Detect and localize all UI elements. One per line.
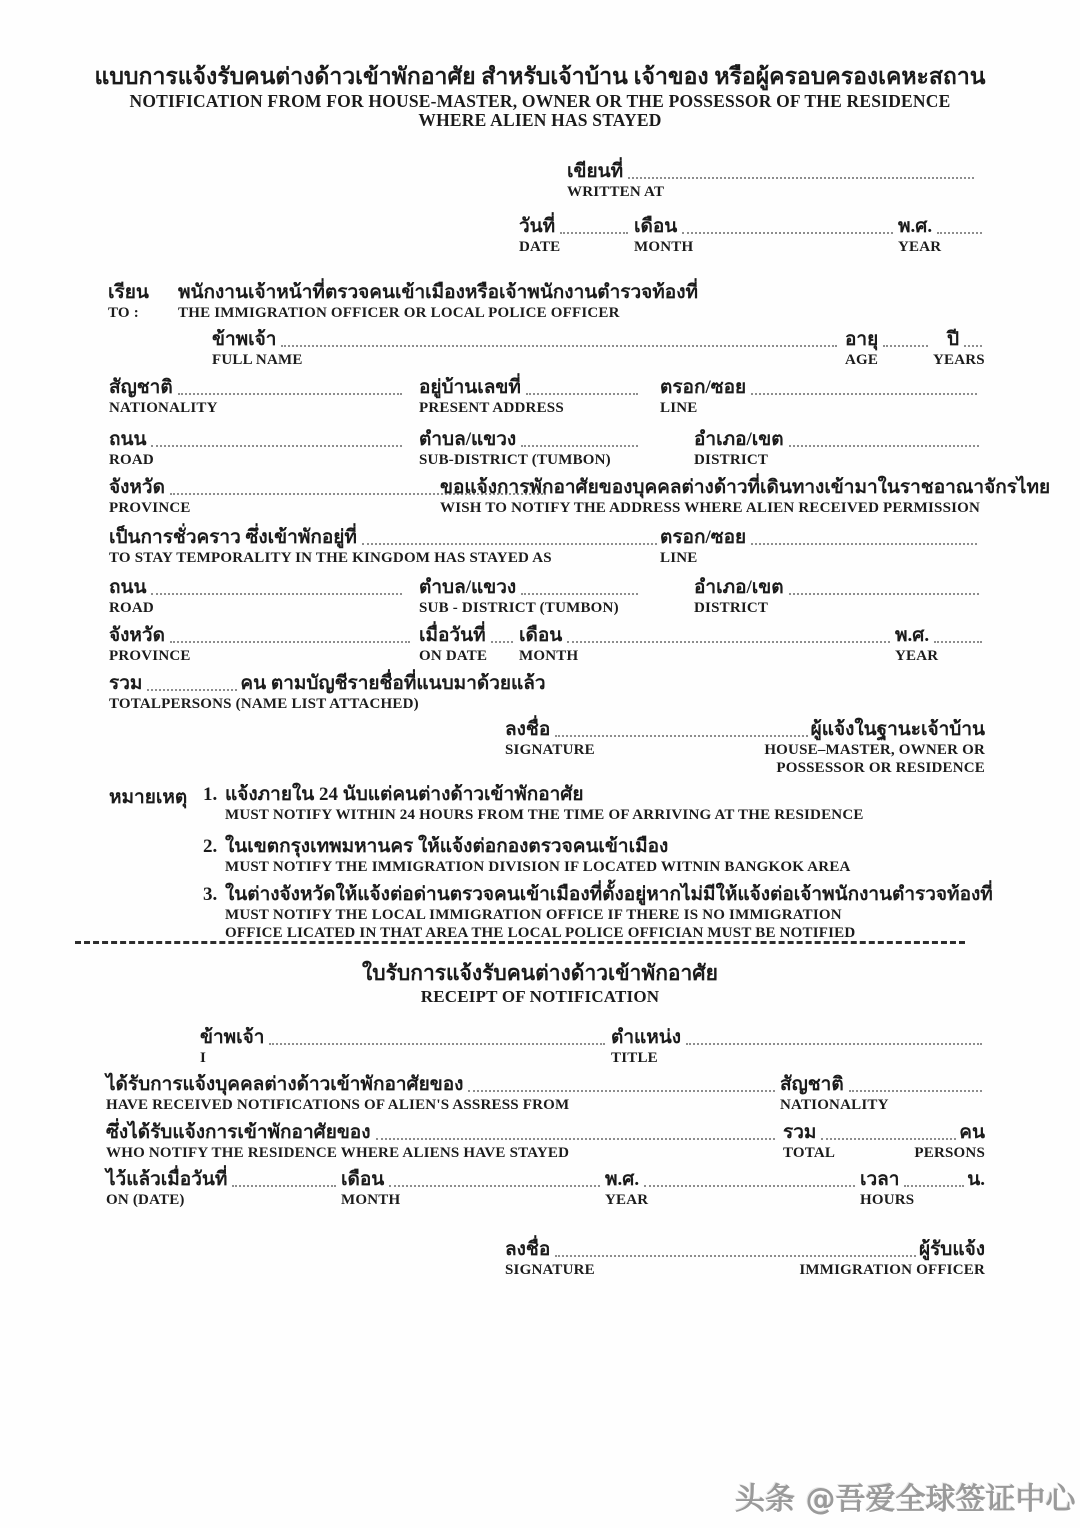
fill-line: [567, 641, 890, 643]
field-receipt-nationality: [780, 1073, 985, 1114]
written-at-label-th: เขียนที่: [567, 161, 624, 182]
who-notify-label-th: ซึ่งได้รับแจ้งการเข้าพักอาศัยของ: [106, 1122, 371, 1143]
fill-line: [904, 1185, 964, 1187]
signer-role-en-line2: POSSESSOR OR RESIDENCE: [776, 760, 985, 776]
total-label-en: TOTALPERSONS (NAME LIST ATTACHED): [109, 696, 419, 712]
fill-line: [521, 445, 638, 447]
field-receipt-received-from: [106, 1073, 778, 1114]
note-text-th: แจ้งภายใน 24 นับแต่คนต่างด้าวเข้าพักอาศัย: [225, 784, 584, 805]
field-province-2: [109, 624, 413, 665]
position-label-th: ตำแหน่ง: [611, 1027, 682, 1048]
province-label-th: จังหวัด: [109, 625, 165, 646]
wish-statement: [440, 476, 1051, 517]
signature-label-th: ลงชื่อ: [505, 719, 551, 740]
lane-label-th: ตรอก/ซอย: [660, 527, 747, 548]
fill-line: [686, 1043, 982, 1045]
fill-line: [937, 232, 982, 234]
total-label-th: รวม: [783, 1122, 817, 1143]
province-label-en: PROVINCE: [109, 648, 191, 664]
fill-line: [232, 1185, 336, 1187]
road-label-th: ถนน: [109, 429, 147, 450]
fill-line: [560, 232, 628, 234]
district-label-th: อำเภอ/เขต: [694, 577, 784, 598]
signer-role-en-line1: HOUSE–MASTER, OWNER OR: [764, 742, 985, 758]
field-year-2: [895, 624, 985, 665]
hours-label-th: เวลา: [860, 1169, 900, 1190]
nationality-label-en: NATIONALITY: [109, 400, 218, 416]
field-receipt-i: [200, 1026, 608, 1067]
fill-line: [376, 1138, 776, 1140]
field-temporary-stay: [109, 526, 660, 567]
written-at-label-en: WRITTEN AT: [567, 184, 665, 200]
note-text-en: MUST NOTIFY WITHIN 24 HOURS FROM THE TIME OF ARRIVING AT THE RESIDENCE: [225, 807, 864, 823]
year-label-th: พ.ศ.: [895, 625, 930, 646]
field-signature-notifier: [505, 718, 985, 777]
note-number: 2.: [203, 836, 218, 857]
fill-line: [964, 345, 982, 347]
i-label-en: I: [200, 1050, 207, 1066]
fill-line: [468, 1090, 775, 1092]
lane-label-th: ตรอก/ซอย: [660, 377, 747, 398]
field-district-1: [694, 428, 982, 469]
received-from-label-th: ได้รับการแจ้งบุคคลต่างด้าวเข้าพักอาศัยของ: [106, 1074, 464, 1095]
field-subdistrict-1: [419, 428, 641, 469]
field-nationality: [109, 376, 405, 417]
persons-label-en: PERSONS: [914, 1145, 985, 1161]
fill-line: [789, 445, 979, 447]
note-text-en-line1: MUST NOTIFY THE LOCAL IMMIGRATION OFFICE IF THERE IS NO IMMIGRATION: [225, 907, 842, 923]
month-label-th: เดือน: [519, 625, 563, 646]
age-label-en: AGE: [845, 352, 879, 368]
field-present-address: [419, 376, 641, 417]
month-label-en: MONTH: [634, 239, 694, 255]
total-label-en: TOTAL: [783, 1145, 836, 1161]
field-receipt-on-date: [106, 1168, 339, 1209]
field-full-name: [212, 328, 840, 369]
to-label-th: เรียน: [108, 282, 149, 303]
year-label-th: พ.ศ.: [898, 216, 933, 237]
to-text-en: THE IMMIGRATION OFFICER OR LOCAL POLICE OFFICER: [178, 305, 620, 321]
field-year: [898, 215, 985, 256]
field-receipt-total-persons: [783, 1121, 985, 1162]
field-road-1: [109, 428, 405, 469]
field-month: [634, 215, 896, 256]
date-label-en: DATE: [519, 239, 561, 255]
field-subdistrict-2: [419, 576, 641, 617]
fill-line: [789, 593, 979, 595]
note-text-en: MUST NOTIFY THE IMMIGRATION DIVISION IF LOCATED WITNIN BANGKOK AREA: [225, 859, 851, 875]
year-label-th: พ.ศ.: [605, 1169, 640, 1190]
district-label-th: อำเภอ/เขต: [694, 429, 784, 450]
subdistrict-label-th: ตำบล/แขวง: [419, 429, 517, 450]
signature-label-en: SIGNATURE: [505, 742, 595, 758]
field-receipt-hours: [860, 1168, 985, 1209]
field-receipt-month: [341, 1168, 603, 1209]
field-receipt-who-notify: [106, 1121, 778, 1162]
note-text-th: ในต่างจังหวัดให้แจ้งต่อด่านตรวจคนเข้าเมืองที่ตั้งอยู่หากไม่มีให้แจ้งต่อเจ้าพนักงานตำรวจท้องที่: [225, 884, 993, 905]
wish-statement-en: WISH TO NOTIFY THE ADDRESS WHERE ALIEN RECEIVED PERMISSION: [440, 500, 981, 516]
note-number: 3.: [203, 884, 218, 905]
note-item-2: [203, 835, 851, 876]
field-written-at: [567, 160, 977, 201]
field-on-date: [419, 624, 516, 665]
field-total-persons: [109, 672, 546, 713]
receipt-title: [0, 960, 1080, 1007]
fill-line: [151, 593, 402, 595]
road-label-en: ROAD: [109, 452, 154, 468]
present-address-label-th: อยู่บ้านเลขที่: [419, 377, 521, 398]
officer-role-th: ผู้รับแจ้ง: [918, 1239, 985, 1260]
full-name-label-en: FULL NAME: [212, 352, 303, 368]
field-lane-2: [660, 526, 980, 567]
receipt-title-english: RECEIPT OF NOTIFICATION: [420, 987, 660, 1006]
field-date: [519, 215, 631, 256]
on-date-label-en: ON (DATE): [106, 1192, 185, 1208]
temporary-stay-label-en: TO STAY TEMPORALITY IN THE KINGDOM HAS STAYED AS: [109, 550, 552, 566]
who-notify-label-en: WHO NOTIFY THE RESIDENCE WHERE ALIENS HAVE STAYED: [106, 1145, 570, 1161]
officer-role-en: IMMIGRATION OFFICER: [799, 1262, 985, 1278]
note-item-1: [203, 783, 864, 824]
wish-statement-th: ขอแจ้งการพักอาศัยของบุคคลต่างด้าวที่เดินทางเข้ามาในราชอาณาจักรไทย: [440, 477, 1051, 498]
field-month-2: [519, 624, 893, 665]
fill-line: [644, 1185, 855, 1187]
field-district-2: [694, 576, 982, 617]
dashed-separator: [75, 941, 965, 944]
watermark-text: 头条 @吾爱全球签证中心: [735, 1482, 1076, 1517]
nationality-label-th: สัญชาติ: [780, 1074, 844, 1095]
fill-line: [682, 232, 893, 234]
lane-label-en: LINE: [660, 550, 698, 566]
signature-line: [555, 1255, 916, 1257]
signer-role-th: ผู้แจ้งในฐานะเจ้าบ้าน: [810, 719, 985, 740]
hours-suffix-th: น.: [967, 1169, 985, 1190]
form-title: [0, 62, 1080, 130]
fill-line: [269, 1043, 605, 1045]
age-label-th: อายุ: [845, 329, 879, 350]
position-label-en: TITLE: [611, 1050, 658, 1066]
district-label-en: DISTRICT: [694, 452, 769, 468]
field-lane-1: [660, 376, 980, 417]
nationality-label-en: NATIONALITY: [780, 1097, 889, 1113]
field-receipt-position: [611, 1026, 985, 1067]
subdistrict-label-en: SUB-DISTRICT (TUMBON): [419, 452, 611, 468]
signature-label-en: SIGNATURE: [505, 1262, 595, 1278]
persons-label-th: คน: [959, 1122, 985, 1143]
hours-label-en: HOURS: [860, 1192, 915, 1208]
field-receipt-year: [605, 1168, 858, 1209]
month-label-en: MONTH: [341, 1192, 401, 1208]
nationality-label-th: สัญชาติ: [109, 377, 173, 398]
fill-line: [170, 641, 410, 643]
field-years: [933, 328, 985, 369]
received-from-label-en: HAVE RECEIVED NOTIFICATIONS OF ALIEN'S ASSRESS FROM: [106, 1097, 570, 1113]
subdistrict-label-en: SUB - DISTRICT (TUMBON): [419, 600, 619, 616]
fill-line: [628, 177, 974, 179]
fill-line: [751, 543, 977, 545]
form-title-english-line1: NOTIFICATION FROM FOR HOUSE-MASTER, OWNER OR THE POSSESSOR OF THE RESIDENCE: [129, 91, 951, 111]
year-label-en: YEAR: [898, 239, 942, 255]
fill-line: [883, 345, 928, 347]
fill-line: [526, 393, 638, 395]
on-date-label-en: ON DATE: [419, 648, 488, 664]
field-age: [845, 328, 931, 369]
total-label-th: รวม: [109, 673, 143, 694]
fill-line: [491, 641, 513, 643]
fill-line: [178, 393, 402, 395]
fill-line: [521, 593, 638, 595]
signature-line: [555, 735, 807, 737]
fill-line: [362, 543, 657, 545]
fill-line: [849, 1090, 982, 1092]
temporary-stay-label-th: เป็นการชั่วคราว ซึ่งเข้าพักอยู่ที่: [109, 527, 357, 548]
note-number: 1.: [203, 784, 218, 805]
on-date-label-th: เมื่อวันที่: [419, 625, 486, 646]
fill-line: [934, 641, 982, 643]
on-date-label-th: ไว้แล้วเมื่อวันที่: [106, 1169, 228, 1190]
subdistrict-label-th: ตำบล/แขวง: [419, 577, 517, 598]
date-label-th: วันที่: [519, 216, 556, 237]
district-label-en: DISTRICT: [694, 600, 769, 616]
fill-line: [751, 393, 977, 395]
receipt-title-thai: ใบรับการแจ้งรับคนต่างด้าวเข้าพักอาศัย: [362, 961, 718, 985]
province-label-th: จังหวัด: [109, 477, 165, 498]
note-text-en-line2: OFFICE LICATED IN THAT AREA THE LOCAL POLICE OFFICIAN MUST BE NOTIFIED: [225, 925, 856, 941]
form-title-english-line2: WHERE ALIEN HAS STAYED: [418, 110, 662, 130]
lane-label-en: LINE: [660, 400, 698, 416]
field-road-2: [109, 576, 405, 617]
years-label-th: ปี: [947, 329, 960, 350]
full-name-label-th: ข้าพเจ้า: [212, 329, 277, 350]
present-address-label-en: PRESENT ADDRESS: [419, 400, 564, 416]
road-label-th: ถนน: [109, 577, 147, 598]
fill-line: [151, 445, 402, 447]
i-label-th: ข้าพเจ้า: [200, 1027, 265, 1048]
note-text-th: ในเขตกรุงเทพมหานคร ให้แจ้งต่อกองตรวจคนเข้าเมือง: [225, 836, 669, 857]
note-item-3: [203, 883, 993, 942]
month-label-th: เดือน: [634, 216, 678, 237]
month-label-th: เดือน: [341, 1169, 385, 1190]
fill-line: [281, 345, 837, 347]
year-label-en: YEAR: [895, 648, 939, 664]
year-label-en: YEAR: [605, 1192, 649, 1208]
fill-line: [147, 689, 237, 691]
field-to: [108, 281, 698, 322]
total-suffix-th: คน ตามบัญชีรายชื่อที่แนบมาด้วยแล้ว: [240, 673, 546, 694]
province-label-en: PROVINCE: [109, 500, 191, 516]
signature-label-th: ลงชื่อ: [505, 1239, 551, 1260]
to-text-th: พนักงานเจ้าหน้าที่ตรวจคนเข้าเมืองหรือเจ้าพนักงานตำรวจท้องที่: [178, 282, 698, 303]
month-label-en: MONTH: [519, 648, 579, 664]
form-title-thai: แบบการแจ้งรับคนต่างด้าวเข้าพักอาศัย สำหรับเจ้าบ้าน เจ้าของ หรือผู้ครอบครองเคหะสถาน: [94, 64, 986, 89]
field-signature-officer: [505, 1238, 985, 1279]
to-label-en: TO :: [108, 305, 139, 321]
road-label-en: ROAD: [109, 600, 154, 616]
fill-line: [389, 1185, 600, 1187]
notes-heading: หมายเหตุ: [109, 787, 188, 808]
years-label-en: YEARS: [933, 352, 985, 368]
fill-line: [821, 1138, 956, 1140]
